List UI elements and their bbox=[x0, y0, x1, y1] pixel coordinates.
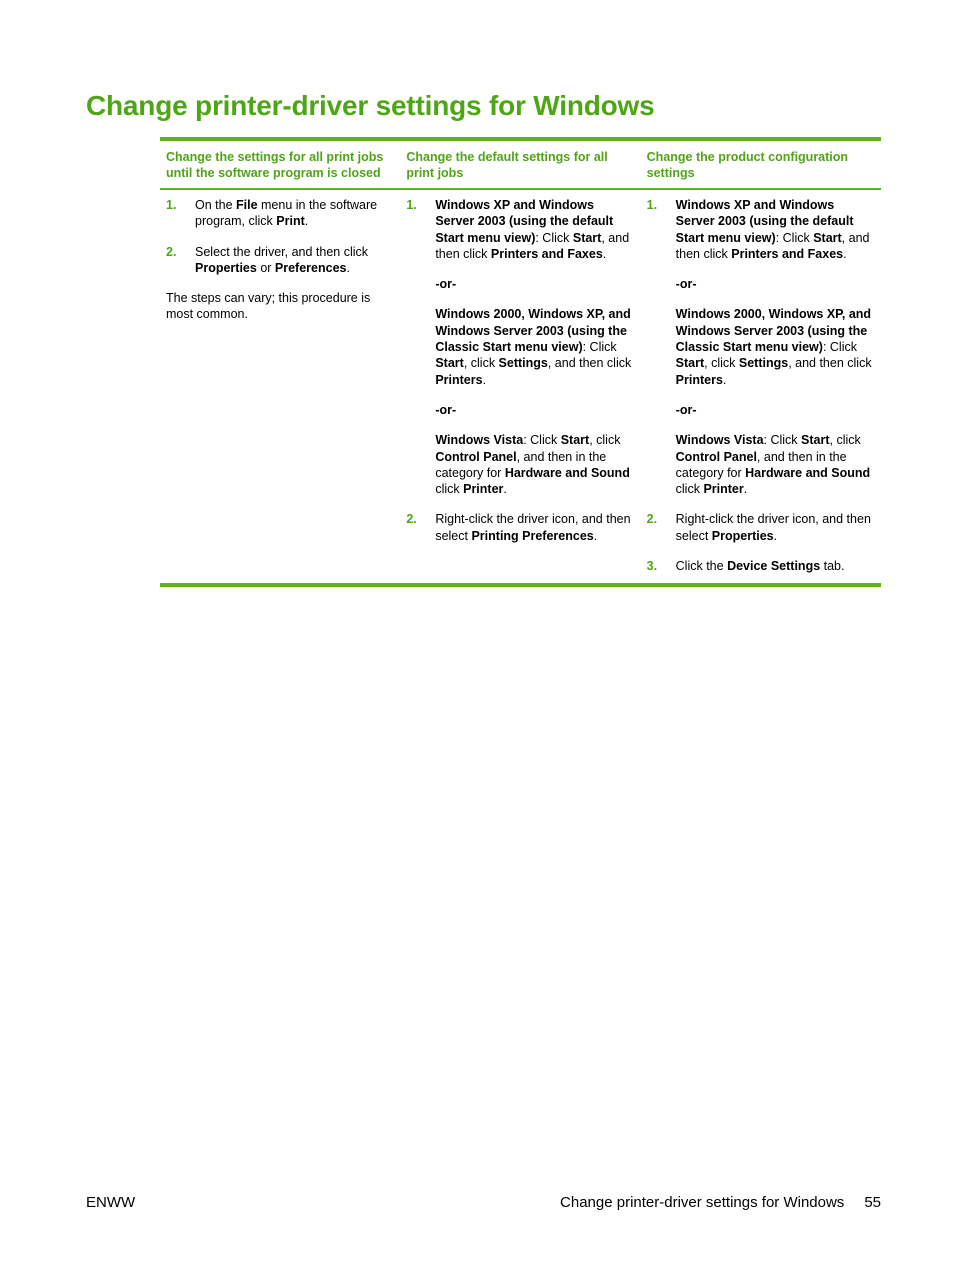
step-item bbox=[166, 197, 394, 230]
or-separator: -or- bbox=[435, 402, 457, 417]
footer-section bbox=[560, 1194, 881, 1211]
column-header-default-settings: Change the default settings for all print jobs bbox=[406, 150, 608, 180]
step-item bbox=[166, 244, 394, 277]
step-number: 1. bbox=[406, 198, 417, 212]
step-text: Select the driver, and then click Properties or Preferences. bbox=[195, 244, 369, 275]
column-header-configuration: Change the product configuration settings bbox=[646, 150, 849, 180]
step-number: 1. bbox=[646, 198, 658, 212]
step-number: 2. bbox=[166, 244, 177, 259]
windows-xp-instructions: Windows XP and Windows Server 2003 (using the default Start menu view): Click Start, and then click Printers and Faxes. bbox=[675, 198, 870, 261]
page-number: 55 bbox=[864, 1194, 881, 1211]
windows-xp-instructions: Windows XP and Windows Server 2003 (using the default Start menu view): Click Start, and then click Printers and Faxes. bbox=[435, 198, 630, 261]
step-item bbox=[647, 558, 875, 574]
step-number: 3. bbox=[646, 559, 658, 574]
or-separator: -or- bbox=[675, 277, 697, 292]
step-number: 2. bbox=[646, 512, 658, 527]
table-header-row bbox=[160, 141, 881, 190]
settings-table bbox=[160, 137, 881, 587]
step-text: On the File menu in the software program, click Print. bbox=[195, 198, 378, 229]
step-text: Right-click the driver icon, and then select Properties. bbox=[675, 512, 871, 543]
table-body-row bbox=[160, 190, 881, 583]
windows-classic-instructions: Windows 2000, Windows XP, and Windows Server 2003 (using the Classic Start menu view): Click Start, click Settings, and then click Printers. bbox=[675, 307, 872, 387]
procedure-note: The steps can vary; this procedure is most common. bbox=[166, 291, 371, 322]
or-separator: -or- bbox=[435, 277, 457, 292]
step-number: 2. bbox=[406, 512, 417, 527]
footer-section-title: Change printer-driver settings for Windows bbox=[560, 1194, 845, 1211]
step-item bbox=[406, 511, 634, 544]
column-print-jobs bbox=[160, 190, 400, 583]
step-item bbox=[647, 197, 875, 497]
step-item bbox=[406, 197, 634, 497]
or-separator: -or- bbox=[675, 402, 697, 417]
step-text: Right-click the driver icon, and then select Printing Preferences. bbox=[435, 512, 631, 543]
column-default-settings bbox=[400, 190, 640, 583]
step-text: Click the Device Settings tab. bbox=[675, 559, 845, 574]
column-header-print-jobs: Change the settings for all print jobs until the software program is closed bbox=[166, 150, 384, 180]
windows-vista-instructions: Windows Vista: Click Start, click Control Panel, and then in the category for Hardware and Sound click Printer. bbox=[435, 433, 630, 497]
windows-vista-instructions: Windows Vista: Click Start, click Control Panel, and then in the category for Hardware and Sound click Printer. bbox=[675, 433, 871, 497]
column-configuration bbox=[641, 190, 881, 583]
page-title: Change printer-driver settings for Windows bbox=[86, 90, 655, 121]
step-item bbox=[647, 511, 875, 544]
step-number: 1. bbox=[166, 198, 177, 212]
footer-label: ENWW bbox=[86, 1194, 136, 1211]
windows-classic-instructions: Windows 2000, Windows XP, and Windows Server 2003 (using the Classic Start menu view): Click Start, click Settings, and then click Printers. bbox=[435, 307, 632, 387]
